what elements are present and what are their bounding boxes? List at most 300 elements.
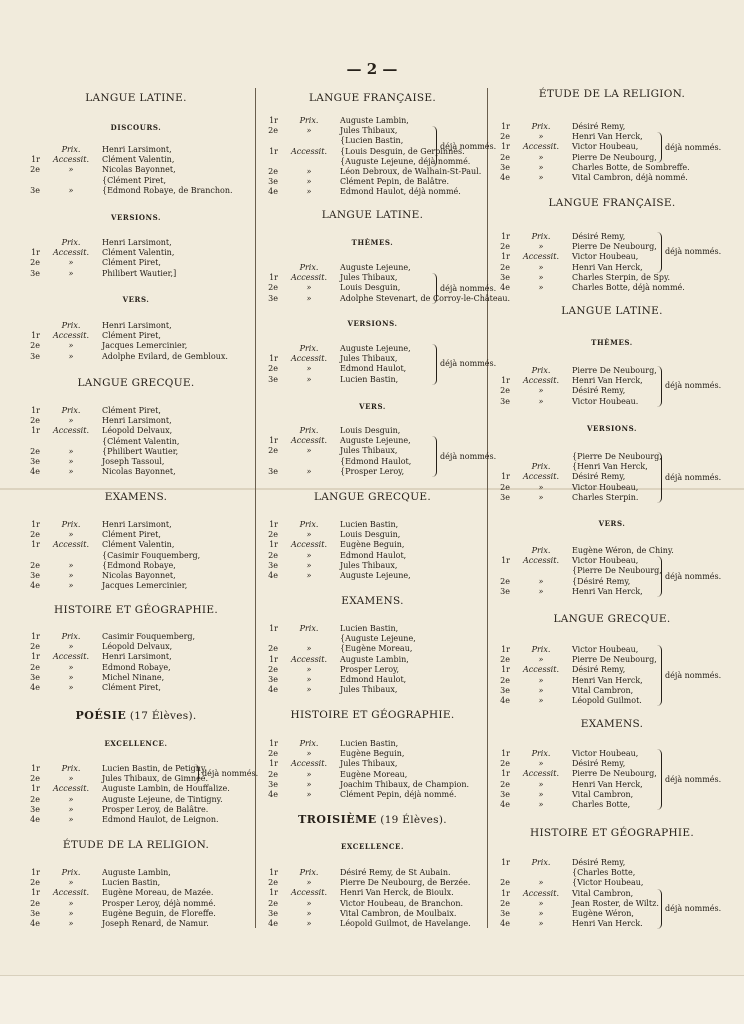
student-name: Auguste Lejeune, [340, 571, 411, 580]
student-name: {Edmond Haulot, [340, 456, 412, 466]
student-name: Léopold Delvaux, [102, 642, 173, 652]
student-name: Léopold Guilmot, de Havelange. [340, 919, 471, 928]
award-label: » [538, 898, 544, 908]
student-name: Eugène Wéron, [572, 909, 634, 918]
section-heading: ÉTUDE DE LA RELIGION. [62, 839, 210, 851]
award-label: Accessit. [291, 888, 327, 898]
student-name: Léopold Delvaux, [102, 426, 173, 436]
section-heading: EXAMENS. [580, 718, 644, 730]
award-rank: 2e [500, 576, 510, 586]
award-label: » [306, 364, 312, 374]
award-rank: 1r [31, 520, 40, 529]
award-label: Prix. [61, 406, 81, 415]
student-name: Jules Thibaux, [340, 273, 398, 283]
award-rank: 4e [268, 919, 278, 928]
award-label: Accessit. [523, 142, 559, 152]
award-label: » [68, 560, 74, 570]
award-rank: 2e [500, 242, 510, 252]
student-name: {Prosper Leroy, [340, 466, 405, 476]
section-heading: HISTOIRE ET GÉOGRAPHIE. [54, 604, 218, 616]
student-name: Vital Cambron, [572, 789, 634, 799]
student-name: Victor Houbeau, [572, 645, 639, 654]
award-rank: 3e [30, 268, 40, 278]
award-rank: 2e [30, 774, 40, 784]
award-rank: 4e [268, 571, 278, 580]
award-label: » [306, 466, 312, 476]
award-rank: 1r [269, 868, 278, 877]
award-label: » [68, 672, 74, 682]
student-name: Nicolas Bayonnet, [102, 467, 176, 477]
award-label: » [68, 804, 74, 814]
award-rank: 1r [269, 540, 278, 550]
student-name: {Casimir Fouquemberg, [102, 550, 201, 560]
student-name: Jules Thibaux, de Gimnée. [102, 774, 209, 784]
award-rank: 3e [268, 908, 278, 918]
award-label: Prix. [61, 632, 81, 641]
student-name: Henri Larsimont, [102, 520, 172, 529]
award-rank: 1r [269, 436, 278, 446]
award-label: » [306, 126, 312, 136]
subsection-heading: THÈMES. [351, 238, 394, 247]
award-rank: 3e [268, 675, 278, 684]
student-name: {Clément Piret, [102, 175, 166, 185]
award-label: » [306, 749, 312, 759]
award-label: Accessit. [53, 652, 89, 662]
student-name: Lucien Bastin, [340, 520, 399, 529]
award-label: » [68, 416, 74, 426]
award-rank: 4e [30, 919, 40, 928]
award-rank: 3e [30, 185, 40, 195]
page-number: — 2 — [346, 60, 398, 78]
award-label: Accessit. [523, 769, 559, 779]
award-label: » [68, 878, 74, 888]
award-rank: 1r [269, 273, 278, 283]
student-name: Pierre De Neubourg, [572, 242, 657, 252]
student-name: {Henri Van Herck, [572, 462, 648, 472]
award-rank: 3e [30, 351, 40, 361]
award-label: » [306, 530, 312, 540]
award-rank: 2e [500, 482, 510, 492]
award-label: Prix. [61, 868, 81, 877]
award-rank: 1r [269, 116, 278, 125]
award-rank: 2e [500, 898, 510, 908]
student-name: Lucien Bastin, [340, 374, 399, 384]
award-rank: 4e [30, 815, 40, 824]
award-label: » [538, 173, 544, 182]
section-heading: LANGUE LATINE. [561, 305, 663, 317]
award-label: » [68, 446, 74, 456]
award-label: » [538, 262, 544, 272]
award-rank: 1r [31, 632, 40, 641]
award-rank: 1r [269, 654, 278, 664]
student-name: Eugène Moreau, [340, 769, 408, 779]
grouping-brace [657, 452, 662, 503]
student-name: Charles Botte, de Sombreffe. [572, 162, 690, 172]
student-name: {Charles Botte, [572, 868, 636, 878]
student-name: Vital Cambron, déjà nommé. [572, 173, 688, 182]
award-rank: 1r [31, 868, 40, 877]
grouping-brace [657, 889, 662, 930]
award-rank: 1r [501, 472, 510, 482]
student-name: Clément Pepin, déjà nommé. [340, 790, 457, 799]
already-named-note: déjà nommés. [665, 670, 722, 680]
award-rank: 3e [268, 560, 278, 570]
award-label: Prix. [531, 645, 551, 654]
already-named-note: déjà nommés. [665, 774, 722, 784]
student-name: Jules Thibaux, [340, 685, 398, 695]
award-label: » [68, 642, 74, 652]
student-name: Edmond Haulot, déjà nommé. [340, 187, 461, 197]
award-label: Prix. [531, 462, 551, 472]
award-label: » [306, 685, 312, 695]
student-name: Clément Piret, [102, 683, 161, 692]
award-label: Accessit. [53, 426, 89, 436]
student-name: Pierre De Neubourg, de Berzée. [340, 878, 471, 888]
award-label: » [306, 177, 312, 187]
student-name: Clément Piret, [102, 406, 161, 415]
award-label: » [68, 351, 74, 361]
award-label: Prix. [299, 739, 319, 748]
class-count: (19 Élèves). [376, 814, 447, 826]
award-label: » [538, 586, 544, 596]
student-name: Jules Thibaux, [340, 354, 398, 364]
grouping-brace [657, 749, 662, 810]
student-name: Joseph Tassoul, [102, 457, 165, 466]
already-named-note: déjà nommés. [665, 381, 722, 391]
award-label: » [68, 185, 74, 195]
student-name: Désiré Remy, [572, 472, 626, 482]
award-rank: 4e [268, 685, 278, 695]
award-rank: 2e [500, 152, 510, 162]
already-named-note: déjà nommés. [440, 451, 497, 461]
award-label: » [68, 268, 74, 278]
student-name: Vital Cambron, de Moulbaix. [340, 908, 457, 918]
award-rank: 1r [269, 520, 278, 529]
award-label: » [538, 789, 544, 799]
student-name: Eugène Wéron, de Chiny. [572, 546, 674, 555]
student-name: Adolphe Evilard, de Gembloux. [102, 351, 228, 361]
award-label: » [68, 908, 74, 918]
award-rank: 1r [31, 784, 40, 794]
award-rank: 1r [501, 665, 510, 675]
student-name: {Auguste Lejeune, déjà nommé. [340, 156, 471, 166]
student-name: Henri Larsimont, [102, 321, 172, 330]
award-label: » [538, 162, 544, 172]
award-rank: 2e [500, 655, 510, 665]
section-heading: LANGUE FRANÇAISE. [308, 92, 436, 104]
student-name: Pierre De Neubourg, [572, 769, 657, 779]
student-name: Adolphe Stevenart, de Corroy-le-Château. [340, 293, 511, 303]
student-name: {Eugène Moreau, [340, 644, 413, 654]
award-rank: 2e [268, 644, 278, 654]
award-rank: 2e [30, 794, 40, 804]
award-label: » [306, 790, 312, 799]
student-name: Victor Houbeau, de Branchon. [340, 898, 464, 908]
student-name: {Pierre De Neubourg, [572, 566, 662, 576]
award-rank: 3e [500, 162, 510, 172]
award-label: » [68, 457, 74, 466]
student-name: {Clément Valentin, [102, 436, 180, 446]
award-label: Prix. [299, 426, 319, 435]
student-name: Pierre De Neubourg, [572, 152, 657, 162]
award-label: Accessit. [53, 888, 89, 898]
student-name: Victor Houbeau, [572, 482, 639, 492]
award-label: Prix. [299, 520, 319, 529]
award-rank: 1r [269, 888, 278, 898]
award-rank: 3e [500, 272, 510, 282]
student-name: Henri Van Herck, [572, 586, 643, 596]
award-label: » [538, 759, 544, 769]
student-name: Jules Thibaux, [340, 126, 398, 136]
already-named-note: déjà nommés. [665, 571, 722, 581]
award-rank: 1r [269, 354, 278, 364]
student-name: Nicolas Bayonnet, [102, 571, 176, 580]
award-rank: 4e [500, 283, 510, 292]
award-label: » [68, 815, 74, 824]
award-label: » [68, 794, 74, 804]
student-name: {Edmond Robaye, [102, 560, 176, 570]
subsection-heading: VERSIONS. [110, 213, 162, 222]
student-name: Victor Houbeau, [572, 556, 639, 566]
award-label: » [306, 560, 312, 570]
student-name: Joachim Thibaux, de Champion. [340, 779, 470, 789]
student-name: Auguste Lejeune, [340, 436, 411, 446]
award-rank: 3e [30, 571, 40, 580]
student-name: Léon Debroux, de Walhain-St-Paul. [340, 167, 482, 176]
award-label: Prix. [531, 122, 551, 131]
award-label: Prix. [299, 263, 319, 272]
award-rank: 3e [268, 374, 278, 384]
award-label: » [306, 908, 312, 918]
award-rank: 2e [268, 769, 278, 779]
award-label: » [538, 675, 544, 685]
award-rank: 1r [501, 376, 510, 386]
award-label: Prix. [61, 764, 81, 773]
student-name: Louis Desguin, [340, 426, 401, 435]
grouping-brace [432, 436, 437, 477]
student-name: Auguste Lambin, de Houffalize. [102, 784, 230, 794]
award-rank: 2e [500, 262, 510, 272]
award-label: Accessit. [53, 248, 89, 258]
award-rank: 1r [501, 122, 510, 131]
award-label: » [538, 396, 544, 406]
student-name: Charles Sterpin, de Spy. [572, 272, 670, 282]
award-rank: 2e [500, 386, 510, 396]
column-rule-left [255, 88, 256, 928]
student-name: Eugène Beguin, [340, 540, 405, 550]
award-label: » [306, 283, 312, 293]
award-label: Accessit. [523, 665, 559, 675]
award-rank: 3e [268, 466, 278, 476]
award-label: » [68, 467, 74, 477]
student-name: {Louis Desguin, de Gerpinnes. [340, 146, 465, 156]
award-label: » [306, 446, 312, 456]
award-rank: 2e [268, 898, 278, 908]
student-name: Prosper Leroy, de Balâtre. [102, 804, 209, 814]
student-name: Clément Piret, [102, 530, 161, 540]
grouping-brace [432, 344, 437, 385]
class-name: TROISIÈME [298, 813, 377, 826]
award-label: » [538, 283, 544, 292]
already-named-note: déjà nommés. [665, 247, 722, 257]
award-label: Prix. [61, 238, 81, 247]
subsection-heading: THÈMES. [591, 338, 633, 347]
student-name: Désiré Remy, [572, 759, 626, 769]
class-heading [260, 813, 485, 826]
grouping-brace [657, 366, 662, 407]
award-rank: 3e [30, 457, 40, 466]
award-label: Accessit. [291, 540, 327, 550]
award-rank: 1r [501, 556, 510, 566]
student-name: Jacques Lemercinier, [102, 581, 188, 591]
student-name: Joseph Renard, de Namur. [102, 919, 209, 928]
section-heading: LANGUE FRANÇAISE. [548, 197, 676, 209]
student-name: Clément Valentin, [102, 155, 175, 165]
grouping-brace [657, 645, 662, 706]
student-name: Clément Valentin, [102, 540, 175, 550]
award-label: » [68, 898, 74, 908]
student-name: Henri Larsimont, [102, 652, 172, 662]
award-rank: 2e [268, 283, 278, 293]
award-label: » [68, 919, 74, 928]
subsection-heading: EXCELLENCE. [340, 842, 405, 851]
award-label: Accessit. [291, 273, 327, 283]
award-rank: 2e [30, 530, 40, 540]
student-name: Désiré Remy, [572, 232, 626, 241]
section-heading: ÉTUDE DE LA RELIGION. [538, 88, 686, 100]
award-label: » [306, 919, 312, 928]
student-name: Casimir Fouquemberg, [102, 632, 196, 641]
award-rank: 3e [30, 804, 40, 814]
student-name: Désiré Remy, [572, 858, 626, 867]
already-named-note: déjà nommés. [440, 141, 497, 151]
award-label: » [68, 165, 74, 175]
grouping-brace [657, 232, 662, 273]
student-name: Philibert Wautier,] [102, 268, 177, 278]
award-rank: 2e [30, 258, 40, 268]
award-rank: 1r [31, 155, 40, 165]
student-name: {Désiré Remy, [572, 576, 631, 586]
award-label: Prix. [61, 520, 81, 529]
award-rank: 2e [30, 560, 40, 570]
student-name: Auguste Lambin, [340, 116, 409, 125]
award-label: Accessit. [53, 155, 89, 165]
student-name: Jacques Lemercinier, [102, 341, 188, 351]
award-label: » [538, 878, 544, 888]
award-rank: 4e [500, 919, 510, 929]
award-label: » [538, 576, 544, 586]
award-label: » [538, 909, 544, 918]
student-name: Henri Van Herck, [572, 675, 643, 685]
award-label: » [538, 685, 544, 695]
award-rank: 1r [31, 888, 40, 898]
award-rank: 1r [269, 759, 278, 769]
award-label: » [306, 779, 312, 789]
award-label: Prix. [61, 321, 81, 330]
award-rank: 2e [30, 898, 40, 908]
award-rank: 1r [501, 749, 510, 758]
award-label: » [538, 779, 544, 789]
award-label: » [538, 655, 544, 665]
award-rank: 3e [500, 586, 510, 596]
award-rank: 2e [268, 878, 278, 888]
award-label: » [306, 374, 312, 384]
award-rank: 1r [501, 252, 510, 262]
student-name: Michel Ninane, [102, 672, 165, 682]
award-rank: 4e [500, 800, 510, 809]
grouping-brace [432, 273, 437, 304]
section-heading: HISTOIRE ET GÉOGRAPHIE. [530, 827, 694, 839]
student-name: Auguste Lejeune, de Tintigny. [102, 794, 223, 804]
section-heading: EXAMENS. [341, 595, 404, 607]
subsection-heading: EXCELLENCE. [104, 739, 168, 748]
student-name: Clément Valentin, [102, 248, 175, 258]
already-named-note: déjà nommés. [202, 769, 259, 779]
award-label: » [538, 492, 544, 502]
award-label: » [68, 581, 74, 591]
award-rank: 4e [30, 467, 40, 477]
award-rank: 3e [500, 789, 510, 799]
award-label: » [68, 571, 74, 580]
subsection-heading: DISCOURS. [110, 123, 162, 132]
award-label: » [306, 571, 312, 580]
award-label: » [306, 167, 312, 176]
student-name: Léopold Guilmot. [572, 696, 642, 705]
award-label: » [68, 341, 74, 351]
award-label: Accessit. [523, 472, 559, 482]
already-named-note: déjà nommés. [665, 472, 722, 482]
award-rank: 4e [500, 173, 510, 182]
student-name: Désiré Remy, [572, 122, 626, 131]
award-label: » [68, 774, 74, 784]
award-rank: 3e [500, 396, 510, 406]
student-name: Victor Houbeau, [572, 142, 639, 152]
student-name: Charles Botte, [572, 800, 631, 809]
student-name: Eugène Beguin, de Floreffe. [102, 908, 216, 918]
award-label: Accessit. [523, 888, 559, 898]
student-name: Henri Van Herck. [572, 919, 643, 929]
award-rank: 3e [268, 779, 278, 789]
award-label: » [68, 258, 74, 268]
student-name: Lucien Bastin, de Petigny. [102, 764, 207, 773]
student-name: Edmond Robaye, [102, 662, 171, 672]
award-rank: 2e [268, 364, 278, 374]
award-label: Accessit. [291, 436, 327, 446]
award-label: » [306, 293, 312, 303]
student-name: Henri Larsimont, [102, 416, 172, 426]
award-label: » [306, 644, 312, 654]
award-rank: 3e [268, 177, 278, 187]
student-name: Clément Piret, [102, 258, 161, 268]
award-rank: 1r [31, 764, 40, 773]
student-name: Henri Van Herck, de Bioulx. [340, 888, 454, 898]
student-name: Charles Botte, déjà nommé. [572, 283, 685, 292]
section-heading: LANGUE LATINE. [85, 92, 187, 104]
award-label: Prix. [531, 546, 551, 555]
award-label: Prix. [531, 232, 551, 241]
award-rank: 2e [500, 675, 510, 685]
award-label: » [538, 272, 544, 282]
student-name: Désiré Remy, [572, 665, 626, 675]
award-rank: 4e [268, 790, 278, 799]
subsection-heading: VERS. [598, 519, 626, 528]
award-rank: 4e [268, 187, 278, 197]
already-named-note: déjà nommés. [440, 359, 497, 369]
award-rank: 2e [30, 416, 40, 426]
award-rank: 1r [269, 146, 278, 156]
award-label: » [306, 187, 312, 197]
award-label: Accessit. [53, 331, 89, 341]
